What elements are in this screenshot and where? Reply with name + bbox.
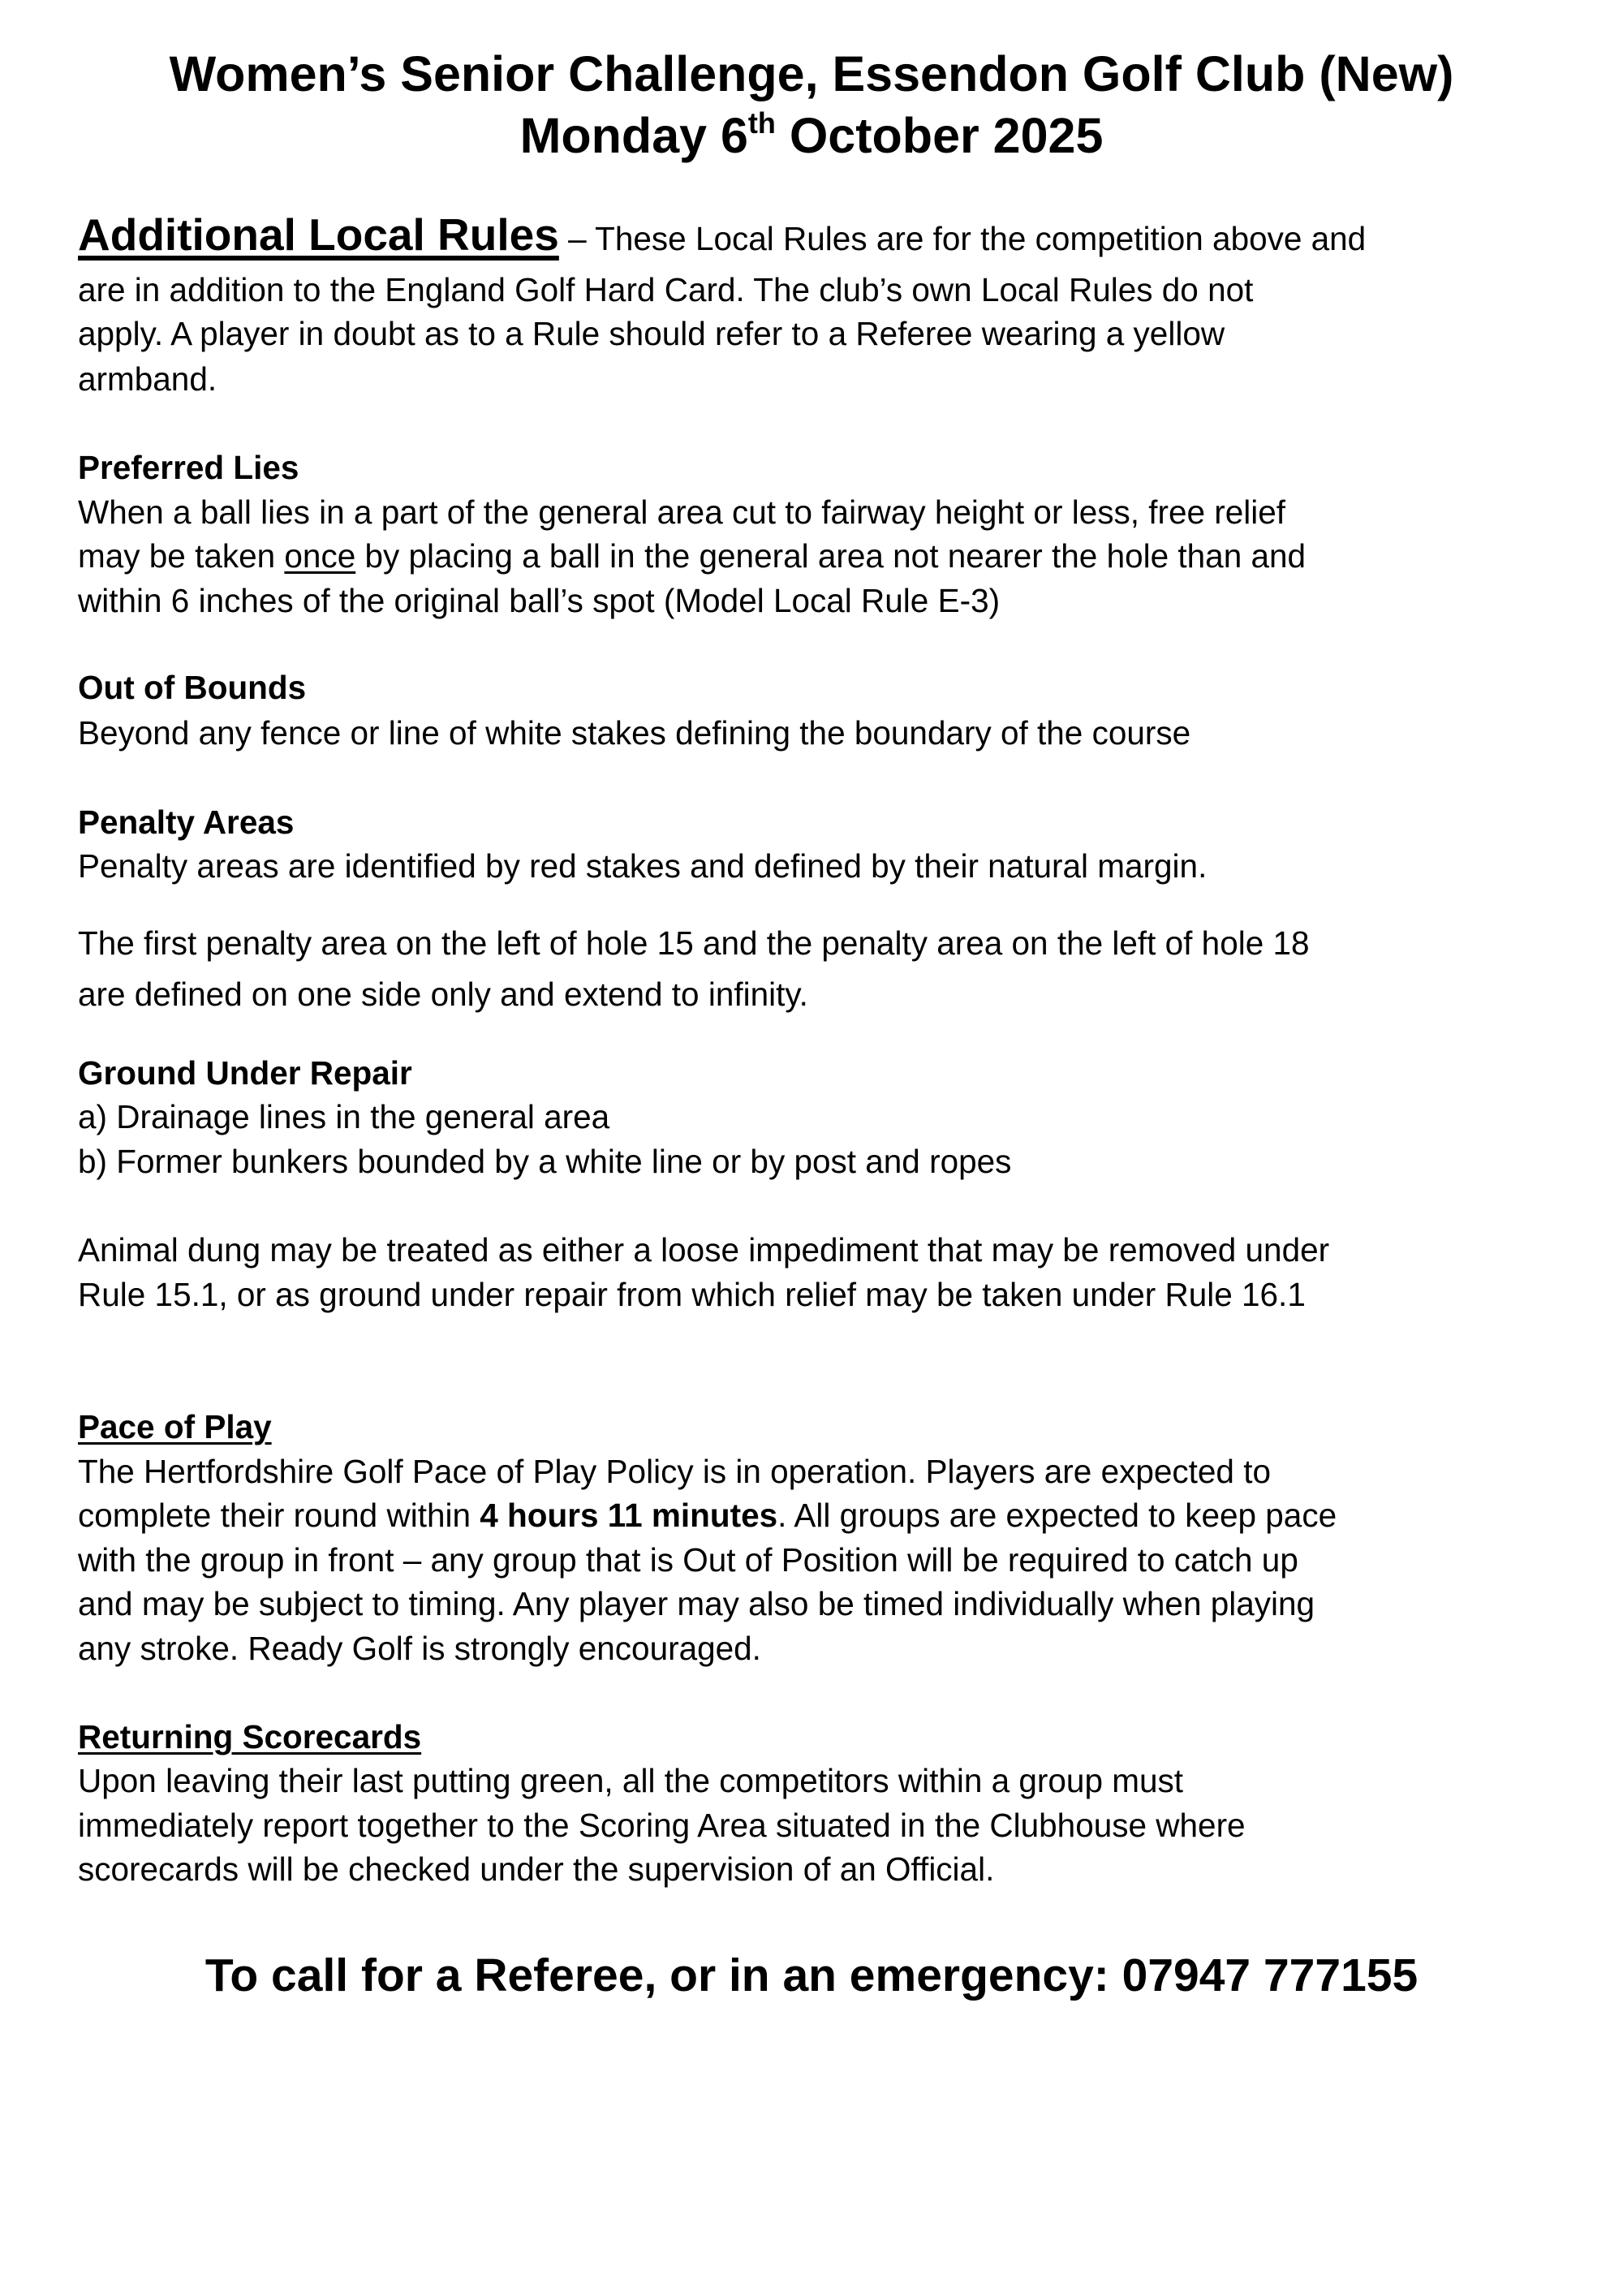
scorecards-line-3: scorecards will be checked under the supervision of an Official. [78, 1850, 995, 1888]
preferred-lies-line-2 [78, 534, 1306, 579]
pace-line-1: The Hertfordshire Golf Pace of Play Policy is in operation. Players are expected to [78, 1453, 1271, 1490]
gur-heading: Ground Under Repair [78, 1054, 412, 1092]
out-of-bounds-line: Beyond any fence or line of white stakes defining the boundary of the course [78, 714, 1191, 752]
out-of-bounds-heading: Out of Bounds [78, 669, 307, 706]
penalty-areas-heading: Penalty Areas [78, 803, 295, 841]
title-line-1: Women’s Senior Challenge, Essendon Golf Club (New) [169, 46, 1454, 101]
title-day: Monday 6 [519, 108, 748, 163]
pace-line-4: and may be subject to timing. Any player may also be timed individually when playing [78, 1585, 1315, 1622]
pace-line-3: with the group in front – any group that is Out of Position will be required to catch up [78, 1541, 1298, 1579]
penalty-areas-line-3: are defined on one side only and extend to infinity. [78, 976, 808, 1013]
gur-item-a: a) Drainage lines in the general area [78, 1098, 610, 1135]
preferred-lies-line-1: When a ball lies in a part of the general area cut to fairway height or less, free relief [78, 493, 1286, 531]
scorecards-heading: Returning Scorecards [78, 1718, 422, 1755]
text: . All groups are expected to keep pace [777, 1497, 1337, 1534]
title-date-rest: October 2025 [775, 108, 1104, 163]
scorecards-line-1: Upon leaving their last putting green, all the competitors within a group must [78, 1762, 1183, 1799]
gur-item-b: b) Former bunkers bounded by a white line or by post and ropes [78, 1143, 1012, 1180]
pace-line-2 [78, 1493, 1337, 1538]
preferred-lies-line-3: within 6 inches of the original ball’s spot (Model Local Rule E-3) [78, 582, 1001, 619]
preferred-lies-heading: Preferred Lies [78, 449, 299, 486]
text: complete their round within [78, 1497, 480, 1534]
dung-line-1: Animal dung may be treated as either a loose impediment that may be removed under [78, 1231, 1330, 1269]
title-date [0, 107, 1623, 164]
once-emphasis: once [284, 537, 356, 575]
additional-line-2: are in addition to the England Golf Hard Card. The club’s own Local Rules do not [78, 271, 1254, 308]
dung-line-2: Rule 15.1, or as ground under repair from which relief may be taken under Rule 16.1 [78, 1276, 1306, 1313]
text: may be taken [78, 537, 285, 575]
pace-line-5: any stroke. Ready Golf is strongly encouraged. [78, 1630, 761, 1667]
pace-of-play-heading: Pace of Play [78, 1408, 272, 1445]
scorecards-line-2: immediately report together to the Scoring Area situated in the Clubhouse where [78, 1807, 1246, 1844]
time-limit: 4 hours 11 minutes [480, 1497, 778, 1534]
additional-text: – These Local Rules are for the competition above and [558, 220, 1367, 257]
title-sup: th [747, 106, 776, 140]
penalty-areas-line-2: The first penalty area on the left of hole 15 and the penalty area on the left of hole 18 [78, 924, 1310, 962]
penalty-areas-line-1: Penalty areas are identified by red stakes and defined by their natural margin. [78, 847, 1208, 885]
additional-line-1 [78, 209, 1367, 261]
text: by placing a ball in the general area not nearer the hole than and [355, 537, 1307, 575]
additional-heading: Additional Local Rules [78, 209, 559, 260]
referee-contact: To call for a Referee, or in an emergency: 07947 777155 [204, 1949, 1419, 2001]
additional-line-4: armband. [78, 360, 217, 398]
additional-line-3: apply. A player in doubt as to a Rule should refer to a Referee wearing a yellow [78, 315, 1225, 352]
